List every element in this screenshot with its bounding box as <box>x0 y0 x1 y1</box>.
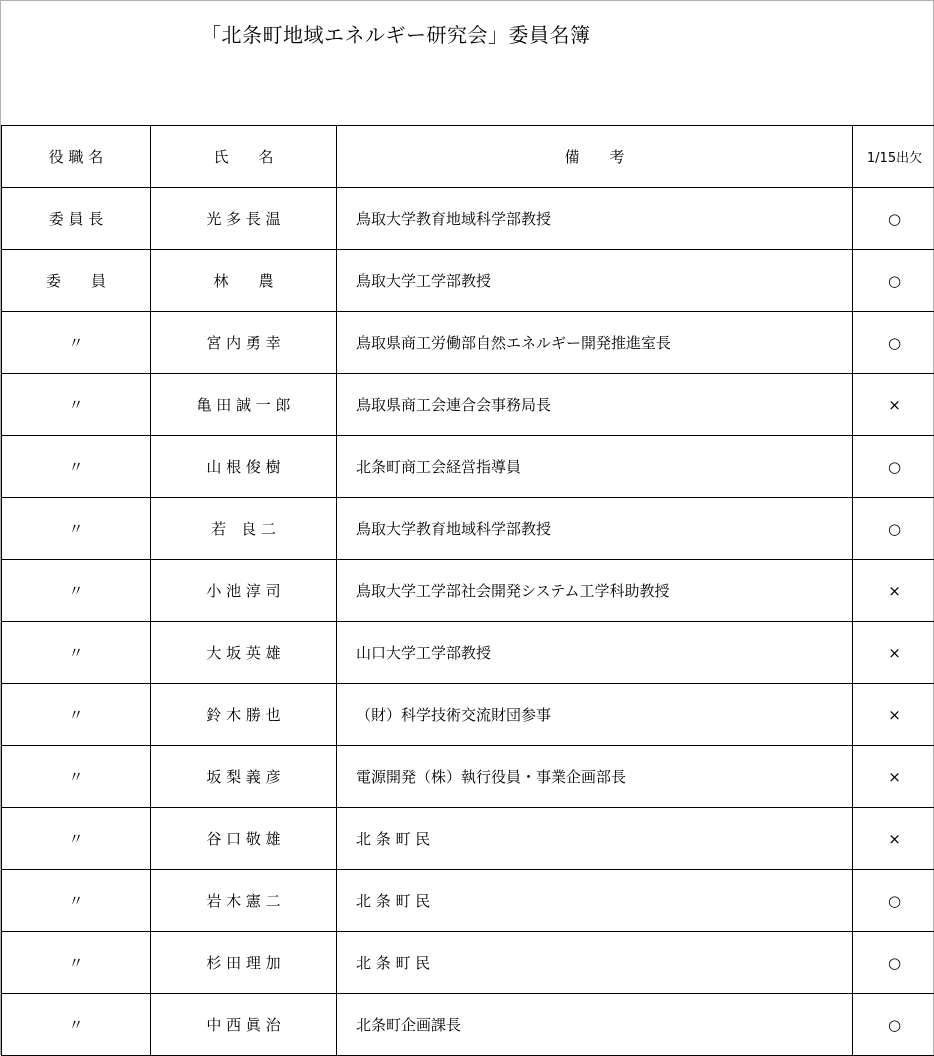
role-cell: 〃 <box>2 746 151 808</box>
table-row <box>2 312 934 374</box>
name-cell: 宮 内 勇 幸 <box>151 312 337 374</box>
attendance-cell: ○ <box>853 870 934 932</box>
note-cell: （財）科学技術交流財団参事 <box>337 684 853 746</box>
note-cell: 北 条 町 民 <box>337 808 853 870</box>
note-cell: 北 条 町 民 <box>337 870 853 932</box>
attendance-cell: × <box>853 622 934 684</box>
table-row <box>2 870 934 932</box>
table-row <box>2 250 934 312</box>
role-cell: 〃 <box>2 932 151 994</box>
attendance-cell: ○ <box>853 994 934 1056</box>
attendance-cell: ○ <box>853 250 934 312</box>
note-cell: 北条町企画課長 <box>337 994 853 1056</box>
table-header-row <box>2 126 934 188</box>
table-row <box>2 188 934 250</box>
roster-body <box>2 188 934 1056</box>
name-cell: 大 坂 英 雄 <box>151 622 337 684</box>
name-cell: 杉 田 理 加 <box>151 932 337 994</box>
role-cell: 〃 <box>2 684 151 746</box>
note-cell: 鳥取県商工会連合会事務局長 <box>337 374 853 436</box>
role-cell: 委 員 長 <box>2 188 151 250</box>
table-row <box>2 994 934 1056</box>
note-cell: 鳥取大学教育地域科学部教授 <box>337 188 853 250</box>
note-cell: 鳥取県商工労働部自然エネルギー開発推進室長 <box>337 312 853 374</box>
role-cell: 〃 <box>2 498 151 560</box>
name-cell: 山 根 俊 樹 <box>151 436 337 498</box>
table-row <box>2 622 934 684</box>
role-cell: 委 員 <box>2 250 151 312</box>
note-cell: 北条町商工会経営指導員 <box>337 436 853 498</box>
role-cell: 〃 <box>2 994 151 1056</box>
role-cell: 〃 <box>2 312 151 374</box>
table-row <box>2 498 934 560</box>
table-row <box>2 560 934 622</box>
name-cell: 岩 木 憲 二 <box>151 870 337 932</box>
name-cell: 谷 口 敬 雄 <box>151 808 337 870</box>
attendance-cell: × <box>853 374 934 436</box>
table-row <box>2 684 934 746</box>
role-cell: 〃 <box>2 374 151 436</box>
role-cell: 〃 <box>2 436 151 498</box>
attendance-cell: ○ <box>853 932 934 994</box>
note-cell: 北 条 町 民 <box>337 932 853 994</box>
role-cell: 〃 <box>2 808 151 870</box>
header-role: 役 職 名 <box>2 126 151 188</box>
note-cell: 鳥取大学教育地域科学部教授 <box>337 498 853 560</box>
note-cell: 山口大学工学部教授 <box>337 622 853 684</box>
role-cell: 〃 <box>2 870 151 932</box>
name-cell: 若 良 二 <box>151 498 337 560</box>
note-cell: 鳥取大学工学部社会開発システム工学科助教授 <box>337 560 853 622</box>
attendance-cell: × <box>853 808 934 870</box>
name-cell: 小 池 淳 司 <box>151 560 337 622</box>
note-cell: 鳥取大学工学部教授 <box>337 250 853 312</box>
attendance-cell: × <box>853 560 934 622</box>
attendance-cell: × <box>853 746 934 808</box>
name-cell: 林 農 <box>151 250 337 312</box>
name-cell: 中 西 眞 治 <box>151 994 337 1056</box>
table-row <box>2 808 934 870</box>
header-attendance: 1/15出欠 <box>853 126 934 188</box>
attendance-cell: × <box>853 684 934 746</box>
attendance-cell: ○ <box>853 312 934 374</box>
attendance-cell: ○ <box>853 188 934 250</box>
document-title: 「北条町地域エネルギー研究会」委員名簿 <box>201 19 591 48</box>
note-cell: 電源開発（株）執行役員・事業企画部長 <box>337 746 853 808</box>
attendance-cell: ○ <box>853 498 934 560</box>
table-row <box>2 374 934 436</box>
name-cell: 鈴 木 勝 也 <box>151 684 337 746</box>
table-row <box>2 932 934 994</box>
name-cell: 亀 田 誠 一 郎 <box>151 374 337 436</box>
table-row <box>2 746 934 808</box>
table-row <box>2 436 934 498</box>
name-cell: 光 多 長 温 <box>151 188 337 250</box>
name-cell: 坂 梨 義 彦 <box>151 746 337 808</box>
committee-roster-table <box>1 125 934 1056</box>
header-note: 備 考 <box>337 126 853 188</box>
header-name: 氏 名 <box>151 126 337 188</box>
attendance-cell: ○ <box>853 436 934 498</box>
role-cell: 〃 <box>2 622 151 684</box>
role-cell: 〃 <box>2 560 151 622</box>
